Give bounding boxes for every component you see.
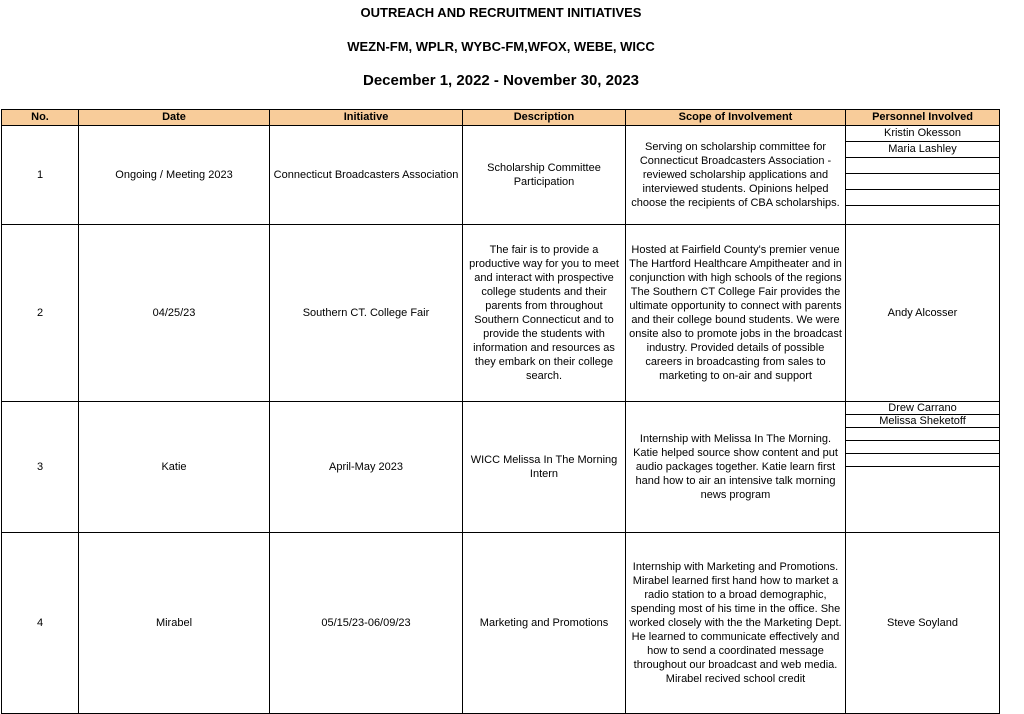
row-scope: Internship with Marketing and Promotions. Mirabel learned first hand how to market a radio station to a broad demographic, spending most of his time in the office. She worked closely with the the Marketing Dept. He learned to communicate effectively and how to send a coordinated message throughout our broadcast and web media. Mirabel recived school credit — [626, 533, 846, 714]
personnel-name — [846, 441, 999, 454]
row-personnel: Andy Alcosser — [846, 225, 1000, 402]
row-initiative: Southern CT. College Fair — [270, 225, 463, 402]
row-scope: Internship with Melissa In The Morning. Katie helped source show content and put audio packages together. Katie learn first hand how to air an intensive talk morning news program — [626, 402, 846, 533]
row-initiative: 05/15/23-06/09/23 — [270, 533, 463, 714]
personnel-name — [846, 454, 999, 467]
report-title: OUTREACH AND RECRUITMENT INITIATIVES — [360, 5, 642, 20]
table-row — [2, 225, 1000, 402]
personnel-name — [846, 174, 999, 190]
col-header-no: No. — [2, 110, 79, 126]
row-no: 2 — [2, 225, 79, 402]
row-date: 04/25/23 — [79, 225, 270, 402]
table-row — [2, 126, 1000, 225]
personnel-name — [846, 158, 999, 174]
row-date: Ongoing / Meeting 2023 — [79, 126, 270, 225]
col-header-initiative: Initiative — [270, 110, 463, 126]
row-no: 1 — [2, 126, 79, 225]
personnel-name: Drew Carrano — [846, 402, 999, 415]
row-description: WICC Melissa In The Morning Intern — [463, 402, 626, 533]
row-description: Scholarship Committee Participation — [463, 126, 626, 225]
row-initiative: April-May 2023 — [270, 402, 463, 533]
personnel-name — [846, 190, 999, 206]
personnel-list — [846, 126, 999, 206]
personnel-name — [846, 428, 999, 441]
personnel-name: Kristin Okesson — [846, 126, 999, 142]
row-personnel — [846, 402, 1000, 533]
row-description: The fair is to provide a productive way for you to meet and interact with prospective college students and their parents from throughout Southern Connecticut and to provide the students with information and resources as they embark on their college search. — [463, 225, 626, 402]
personnel-list — [846, 402, 999, 467]
table-header-row — [2, 110, 1000, 126]
row-date: Mirabel — [79, 533, 270, 714]
table-row — [2, 533, 1000, 714]
row-personnel: Steve Soyland — [846, 533, 1000, 714]
col-header-scope: Scope of Involvement — [626, 110, 846, 126]
row-personnel — [846, 126, 1000, 225]
table-row — [2, 402, 1000, 533]
col-header-personnel: Personnel Involved — [846, 110, 1000, 126]
personnel-name: Maria Lashley — [846, 142, 999, 158]
stations-line: WEZN-FM, WPLR, WYBC-FM,WFOX, WEBE, WICC — [347, 39, 655, 54]
row-no: 4 — [2, 533, 79, 714]
row-scope: Serving on scholarship committee for Connecticut Broadcasters Association - reviewed scholarship applications and interviewed students. Opinions helped choose the recipients of CBA scholarships. — [626, 126, 846, 225]
report-period: December 1, 2022 - November 30, 2023 — [363, 72, 639, 89]
personnel-name: Melissa Sheketoff — [846, 415, 999, 428]
col-header-date: Date — [79, 110, 270, 126]
row-initiative: Connecticut Broadcasters Association — [270, 126, 463, 225]
initiatives-table — [1, 109, 1000, 714]
row-scope: Hosted at Fairfield County's premier venue The Hartford Healthcare Ampitheater and in conjunction with high schools of the regions The Southern CT College Fair provides the ultimate opportunity to connect with parents and their college bound students. We were onsite also to promote jobs in the broadcast industry. Provided details of possible careers in broadcasting from sales to marketing to on-air and support — [626, 225, 846, 402]
row-no: 3 — [2, 402, 79, 533]
col-header-description: Description — [463, 110, 626, 126]
row-description: Marketing and Promotions — [463, 533, 626, 714]
row-date: Katie — [79, 402, 270, 533]
